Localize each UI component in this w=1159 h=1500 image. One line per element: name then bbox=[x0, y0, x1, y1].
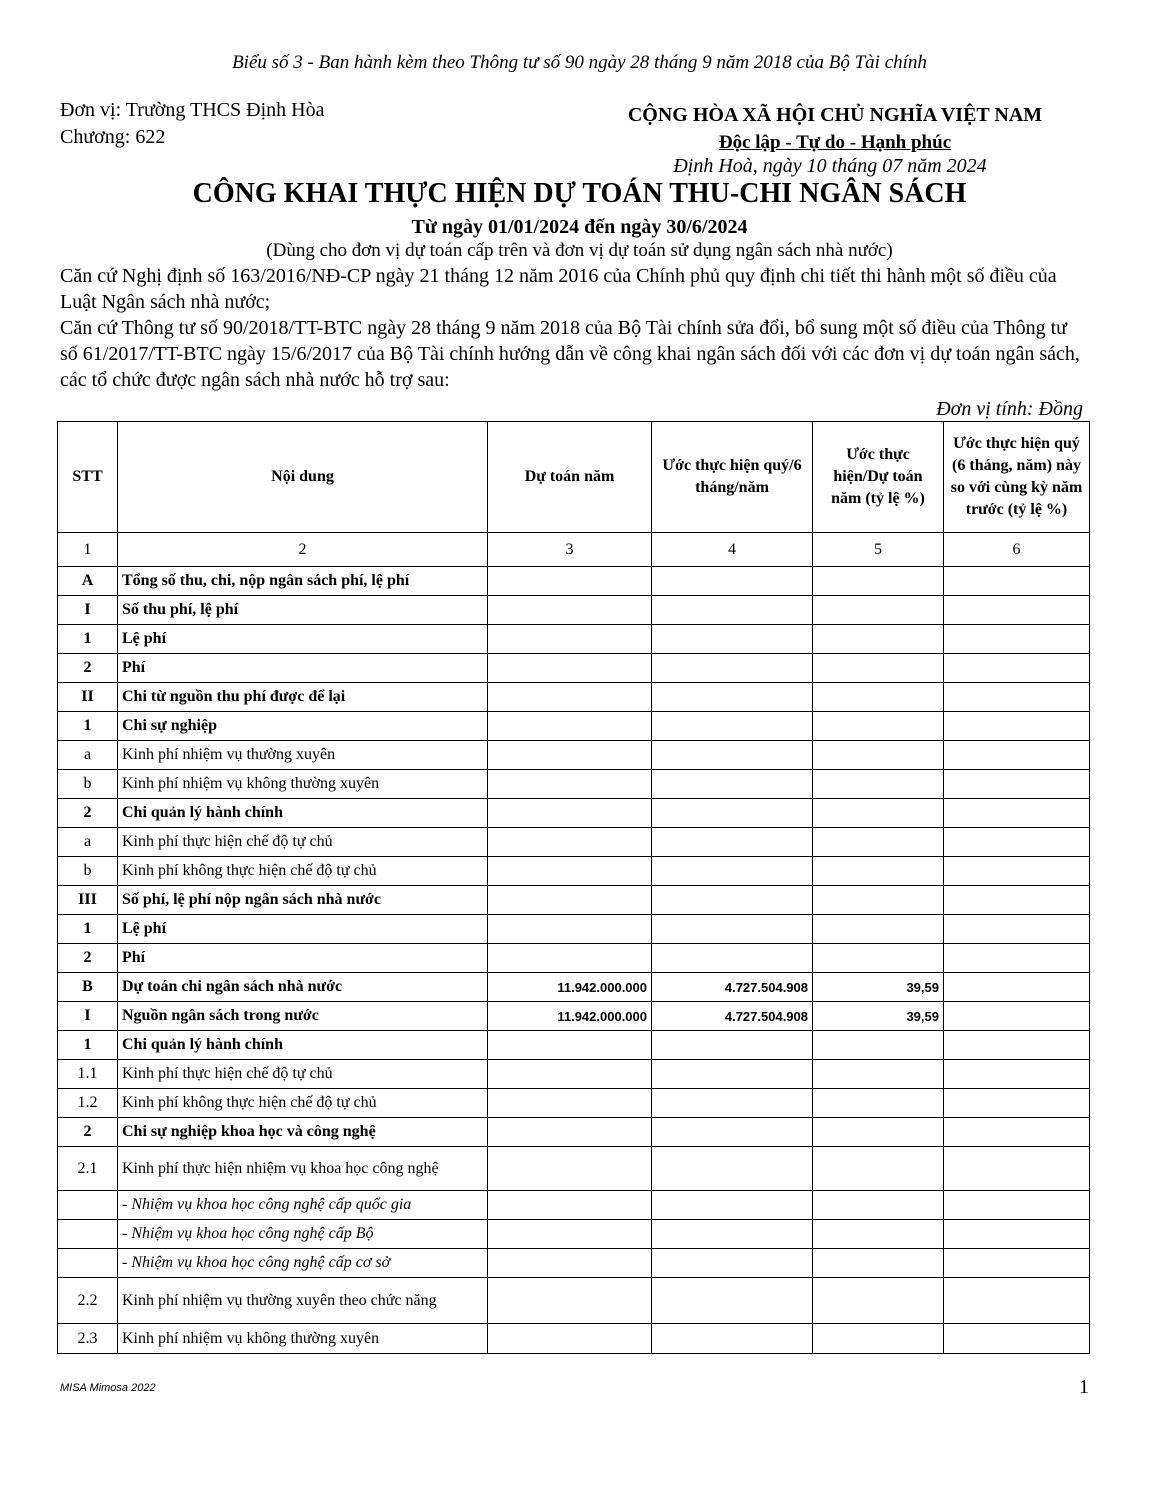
row-estimated-execution bbox=[652, 683, 813, 712]
table-row bbox=[58, 1147, 1090, 1191]
row-execution-ratio bbox=[813, 1060, 944, 1089]
row-yoy-ratio bbox=[944, 857, 1090, 886]
row-stt: III bbox=[58, 886, 118, 915]
row-stt: b bbox=[58, 770, 118, 799]
row-yoy-ratio bbox=[944, 625, 1090, 654]
row-estimated-execution bbox=[652, 857, 813, 886]
column-number-row bbox=[58, 533, 1090, 567]
row-stt: 2.2 bbox=[58, 1278, 118, 1324]
row-estimated-execution: 4.727.504.908 bbox=[652, 1002, 813, 1031]
software-name: MISA Mimosa 2022 bbox=[60, 1382, 156, 1394]
row-annual-estimate bbox=[488, 625, 652, 654]
row-yoy-ratio bbox=[944, 654, 1090, 683]
row-yoy-ratio bbox=[944, 1060, 1090, 1089]
row-estimated-execution bbox=[652, 712, 813, 741]
row-yoy-ratio bbox=[944, 1002, 1090, 1031]
row-yoy-ratio bbox=[944, 1147, 1090, 1191]
row-stt: 1 bbox=[58, 1031, 118, 1060]
column-number: 5 bbox=[813, 533, 944, 567]
row-yoy-ratio bbox=[944, 1031, 1090, 1060]
row-estimated-execution bbox=[652, 886, 813, 915]
row-execution-ratio: 39,59 bbox=[813, 1002, 944, 1031]
row-estimated-execution bbox=[652, 1249, 813, 1278]
row-annual-estimate bbox=[488, 683, 652, 712]
table-row bbox=[58, 1002, 1090, 1031]
header-annual-estimate: Dự toán năm bbox=[488, 422, 652, 533]
row-stt: 2 bbox=[58, 654, 118, 683]
row-content: - Nhiệm vụ khoa học công nghệ cấp quốc gia bbox=[118, 1191, 488, 1220]
row-content: Chi quản lý hành chính bbox=[118, 1031, 488, 1060]
header-stt: STT bbox=[58, 422, 118, 533]
table-row bbox=[58, 712, 1090, 741]
row-annual-estimate bbox=[488, 596, 652, 625]
row-content: Dự toán chi ngân sách nhà nước bbox=[118, 973, 488, 1002]
row-content: - Nhiệm vụ khoa học công nghệ cấp Bộ bbox=[118, 1220, 488, 1249]
table-header-row bbox=[58, 422, 1090, 533]
row-stt: 2.3 bbox=[58, 1324, 118, 1354]
row-execution-ratio bbox=[813, 1220, 944, 1249]
row-yoy-ratio bbox=[944, 915, 1090, 944]
row-content: Số thu phí, lệ phí bbox=[118, 596, 488, 625]
reporting-period: Từ ngày 01/01/2024 đến ngày 30/6/2024 bbox=[411, 216, 748, 238]
row-content: Lệ phí bbox=[118, 915, 488, 944]
header-execution-ratio: Ước thực hiện/Dự toán năm (tỷ lệ %) bbox=[813, 422, 944, 533]
row-execution-ratio bbox=[813, 915, 944, 944]
row-estimated-execution bbox=[652, 741, 813, 770]
table-row bbox=[58, 973, 1090, 1002]
row-annual-estimate: 11.942.000.000 bbox=[488, 973, 652, 1002]
row-execution-ratio bbox=[813, 857, 944, 886]
row-execution-ratio bbox=[813, 1249, 944, 1278]
row-execution-ratio bbox=[813, 567, 944, 596]
table-row bbox=[58, 596, 1090, 625]
row-annual-estimate bbox=[488, 1147, 652, 1191]
table-row bbox=[58, 1089, 1090, 1118]
place-date: Định Hoà, ngày 10 tháng 07 năm 2024 bbox=[673, 155, 987, 177]
row-yoy-ratio bbox=[944, 596, 1090, 625]
unit-name: Đơn vị: Trường THCS Định Hòa bbox=[60, 99, 325, 121]
table-row bbox=[58, 1060, 1090, 1089]
row-annual-estimate bbox=[488, 1278, 652, 1324]
row-content: Chi sự nghiệp khoa học và công nghệ bbox=[118, 1118, 488, 1147]
row-annual-estimate bbox=[488, 1220, 652, 1249]
row-annual-estimate bbox=[488, 1191, 652, 1220]
row-execution-ratio bbox=[813, 1147, 944, 1191]
row-content: Số phí, lệ phí nộp ngân sách nhà nước bbox=[118, 886, 488, 915]
header-content: Nội dung bbox=[118, 422, 488, 533]
row-yoy-ratio bbox=[944, 886, 1090, 915]
table-row bbox=[58, 1191, 1090, 1220]
row-estimated-execution: 4.727.504.908 bbox=[652, 973, 813, 1002]
column-number: 4 bbox=[652, 533, 813, 567]
row-annual-estimate bbox=[488, 857, 652, 886]
row-execution-ratio bbox=[813, 1118, 944, 1147]
row-execution-ratio bbox=[813, 1324, 944, 1354]
legal-basis-paragraph: Căn cứ Thông tư số 90/2018/TT-BTC ngày 28 tháng 9 năm 2018 của Bộ Tài chính sửa đổi, bổ sung một số điều của Thông tư số 61/2017/TT-BTC ngày 15/6/2017 của Bộ Tài chính hướng dẫn về công khai ngân sách đối với các đơn vị dự toán ngân sách, các tổ chức được ngân sách nhà nước hỗ trợ sau: bbox=[60, 317, 1080, 391]
row-annual-estimate bbox=[488, 770, 652, 799]
row-estimated-execution bbox=[652, 1060, 813, 1089]
column-number: 6 bbox=[944, 533, 1090, 567]
table-row bbox=[58, 1278, 1090, 1324]
row-yoy-ratio bbox=[944, 741, 1090, 770]
table-row bbox=[58, 1220, 1090, 1249]
row-content: Kinh phí nhiệm vụ thường xuyên theo chức năng bbox=[118, 1278, 488, 1324]
row-estimated-execution bbox=[652, 1278, 813, 1324]
table-row bbox=[58, 625, 1090, 654]
row-content: Kinh phí nhiệm vụ thường xuyên bbox=[118, 741, 488, 770]
column-number: 1 bbox=[58, 533, 118, 567]
national-title: CỘNG HÒA XÃ HỘI CHỦ NGHĨA VIỆT NAM bbox=[627, 104, 1043, 126]
table-row bbox=[58, 683, 1090, 712]
row-execution-ratio bbox=[813, 1278, 944, 1324]
table-row bbox=[58, 886, 1090, 915]
row-execution-ratio bbox=[813, 770, 944, 799]
row-estimated-execution bbox=[652, 828, 813, 857]
row-stt: 2 bbox=[58, 944, 118, 973]
row-yoy-ratio bbox=[944, 944, 1090, 973]
row-annual-estimate bbox=[488, 1031, 652, 1060]
table-row bbox=[58, 1118, 1090, 1147]
row-stt: 1.2 bbox=[58, 1089, 118, 1118]
table-row bbox=[58, 944, 1090, 973]
row-estimated-execution bbox=[652, 1191, 813, 1220]
row-execution-ratio bbox=[813, 886, 944, 915]
currency-unit: Đơn vị tính: Đồng bbox=[936, 398, 1083, 420]
row-stt bbox=[58, 1220, 118, 1249]
row-annual-estimate bbox=[488, 828, 652, 857]
row-stt bbox=[58, 1249, 118, 1278]
legal-basis-paragraph: Căn cứ Nghị định số 163/2016/NĐ-CP ngày 21 tháng 12 năm 2016 của Chính phủ quy định chi tiết thi hành một số điều của Luật Ngân sách nhà nước; bbox=[60, 265, 1057, 313]
row-content: Kinh phí không thực hiện chế độ tự chủ bbox=[118, 857, 488, 886]
row-yoy-ratio bbox=[944, 1191, 1090, 1220]
row-content: Phí bbox=[118, 654, 488, 683]
row-yoy-ratio bbox=[944, 1089, 1090, 1118]
row-yoy-ratio bbox=[944, 1118, 1090, 1147]
row-yoy-ratio bbox=[944, 799, 1090, 828]
row-annual-estimate bbox=[488, 886, 652, 915]
row-annual-estimate bbox=[488, 741, 652, 770]
header-estimated-execution: Ước thực hiện quý/6 tháng/năm bbox=[652, 422, 813, 533]
row-estimated-execution bbox=[652, 596, 813, 625]
row-stt: 1 bbox=[58, 915, 118, 944]
row-content: Chi từ nguồn thu phí được để lại bbox=[118, 683, 488, 712]
column-number: 2 bbox=[118, 533, 488, 567]
row-annual-estimate bbox=[488, 654, 652, 683]
row-annual-estimate bbox=[488, 1060, 652, 1089]
row-execution-ratio bbox=[813, 944, 944, 973]
row-execution-ratio bbox=[813, 712, 944, 741]
row-execution-ratio bbox=[813, 1031, 944, 1060]
row-execution-ratio bbox=[813, 799, 944, 828]
row-content: Nguồn ngân sách trong nước bbox=[118, 1002, 488, 1031]
row-execution-ratio bbox=[813, 1089, 944, 1118]
row-annual-estimate: 11.942.000.000 bbox=[488, 1002, 652, 1031]
row-execution-ratio bbox=[813, 625, 944, 654]
legal-basis bbox=[60, 263, 1080, 393]
table-row bbox=[58, 799, 1090, 828]
row-annual-estimate bbox=[488, 944, 652, 973]
row-stt: II bbox=[58, 683, 118, 712]
chapter-code: Chương: 622 bbox=[60, 126, 166, 148]
table-row bbox=[58, 915, 1090, 944]
row-content: Tổng số thu, chi, nộp ngân sách phí, lệ phí bbox=[118, 567, 488, 596]
row-estimated-execution bbox=[652, 567, 813, 596]
table-row bbox=[58, 1249, 1090, 1278]
row-annual-estimate bbox=[488, 1249, 652, 1278]
row-stt: 1 bbox=[58, 625, 118, 654]
budget-table bbox=[57, 421, 1090, 1354]
row-annual-estimate bbox=[488, 712, 652, 741]
table-row bbox=[58, 1324, 1090, 1354]
row-stt: a bbox=[58, 741, 118, 770]
row-stt: I bbox=[58, 596, 118, 625]
table-row bbox=[58, 770, 1090, 799]
row-execution-ratio bbox=[813, 654, 944, 683]
row-estimated-execution bbox=[652, 1118, 813, 1147]
row-execution-ratio: 39,59 bbox=[813, 973, 944, 1002]
row-annual-estimate bbox=[488, 799, 652, 828]
row-estimated-execution bbox=[652, 1324, 813, 1354]
table-row bbox=[58, 654, 1090, 683]
row-estimated-execution bbox=[652, 1089, 813, 1118]
row-stt: I bbox=[58, 1002, 118, 1031]
national-motto: Độc lập - Tự do - Hạnh phúc bbox=[718, 132, 952, 153]
table-row bbox=[58, 741, 1090, 770]
row-yoy-ratio bbox=[944, 1324, 1090, 1354]
table-row bbox=[58, 857, 1090, 886]
row-stt: b bbox=[58, 857, 118, 886]
row-stt: 2 bbox=[58, 799, 118, 828]
row-execution-ratio bbox=[813, 741, 944, 770]
table-body bbox=[58, 567, 1090, 1354]
row-stt bbox=[58, 1191, 118, 1220]
row-stt: 1 bbox=[58, 712, 118, 741]
column-number: 3 bbox=[488, 533, 652, 567]
row-estimated-execution bbox=[652, 1147, 813, 1191]
row-content: Lệ phí bbox=[118, 625, 488, 654]
row-content: - Nhiệm vụ khoa học công nghệ cấp cơ sở bbox=[118, 1249, 488, 1278]
document-title: CÔNG KHAI THỰC HIỆN DỰ TOÁN THU-CHI NGÂN SÁCH bbox=[192, 178, 967, 209]
row-content: Kinh phí thực hiện chế độ tự chủ bbox=[118, 1060, 488, 1089]
row-annual-estimate bbox=[488, 1324, 652, 1354]
row-yoy-ratio bbox=[944, 770, 1090, 799]
row-estimated-execution bbox=[652, 799, 813, 828]
row-estimated-execution bbox=[652, 770, 813, 799]
row-content: Kinh phí nhiệm vụ không thường xuyên bbox=[118, 770, 488, 799]
row-yoy-ratio bbox=[944, 712, 1090, 741]
row-estimated-execution bbox=[652, 625, 813, 654]
row-content: Kinh phí thực hiện chế độ tự chủ bbox=[118, 828, 488, 857]
row-content: Kinh phí không thực hiện chế độ tự chủ bbox=[118, 1089, 488, 1118]
row-stt: a bbox=[58, 828, 118, 857]
row-stt: 2.1 bbox=[58, 1147, 118, 1191]
row-annual-estimate bbox=[488, 567, 652, 596]
row-content: Phí bbox=[118, 944, 488, 973]
row-yoy-ratio bbox=[944, 828, 1090, 857]
row-yoy-ratio bbox=[944, 973, 1090, 1002]
row-estimated-execution bbox=[652, 1031, 813, 1060]
row-annual-estimate bbox=[488, 915, 652, 944]
form-reference-note: Biểu số 3 - Ban hành kèm theo Thông tư số 90 ngày 28 tháng 9 năm 2018 của Bộ Tài chính bbox=[232, 52, 927, 73]
row-content: Chi sự nghiệp bbox=[118, 712, 488, 741]
row-estimated-execution bbox=[652, 944, 813, 973]
row-execution-ratio bbox=[813, 1191, 944, 1220]
row-yoy-ratio bbox=[944, 1249, 1090, 1278]
row-estimated-execution bbox=[652, 654, 813, 683]
row-content: Kinh phí nhiệm vụ không thường xuyên bbox=[118, 1324, 488, 1354]
usage-note: (Dùng cho đơn vị dự toán cấp trên và đơn vị dự toán sử dụng ngân sách nhà nước) bbox=[266, 240, 893, 261]
table-row bbox=[58, 828, 1090, 857]
row-execution-ratio bbox=[813, 683, 944, 712]
row-content: Chi quản lý hành chính bbox=[118, 799, 488, 828]
table-row bbox=[58, 1031, 1090, 1060]
row-yoy-ratio bbox=[944, 1278, 1090, 1324]
row-stt: 2 bbox=[58, 1118, 118, 1147]
row-stt: A bbox=[58, 567, 118, 596]
row-yoy-ratio bbox=[944, 1220, 1090, 1249]
row-content: Kinh phí thực hiện nhiệm vụ khoa học công nghệ bbox=[118, 1147, 488, 1191]
row-stt: 1.1 bbox=[58, 1060, 118, 1089]
row-stt: B bbox=[58, 973, 118, 1002]
header-yoy-ratio: Ước thực hiện quý (6 tháng, năm) này so với cùng kỳ năm trước (tỷ lệ %) bbox=[944, 422, 1090, 533]
table-row bbox=[58, 567, 1090, 596]
row-estimated-execution bbox=[652, 915, 813, 944]
row-annual-estimate bbox=[488, 1089, 652, 1118]
row-yoy-ratio bbox=[944, 683, 1090, 712]
row-yoy-ratio bbox=[944, 567, 1090, 596]
row-execution-ratio bbox=[813, 596, 944, 625]
row-estimated-execution bbox=[652, 1220, 813, 1249]
row-annual-estimate bbox=[488, 1118, 652, 1147]
page-number: 1 bbox=[1079, 1376, 1089, 1398]
row-execution-ratio bbox=[813, 828, 944, 857]
